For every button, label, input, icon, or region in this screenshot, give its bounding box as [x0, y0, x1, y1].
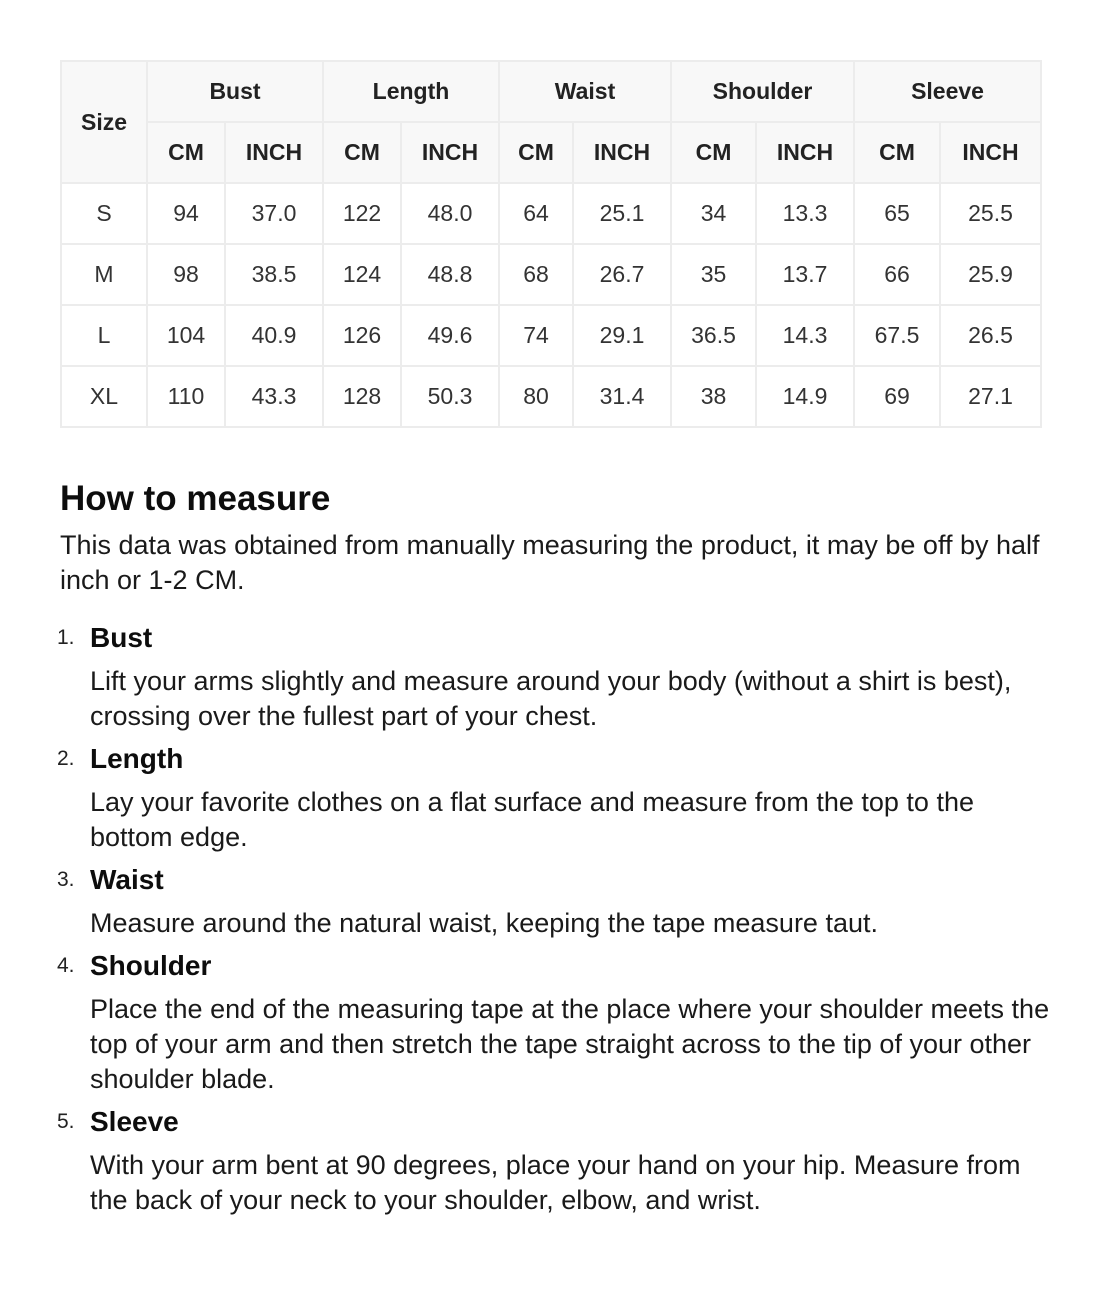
step-title-waist: Waist — [90, 864, 164, 895]
size-chart-table — [60, 60, 1042, 428]
table-cell: 66 — [854, 244, 940, 305]
table-cell: 40.9 — [225, 305, 323, 366]
table-cell: 110 — [147, 366, 225, 427]
table-cell: 43.3 — [225, 366, 323, 427]
step-title-shoulder: Shoulder — [90, 950, 212, 981]
step-description: With your arm bent at 90 degrees, place your hand on your hip. Measure from the back of your neck to your shoulder, elbow, and wrist. — [90, 1150, 1021, 1215]
table-cell: 126 — [323, 305, 401, 366]
table-cell: 35 — [671, 244, 756, 305]
unit-header: CM — [147, 122, 225, 183]
table-cell: 69 — [854, 366, 940, 427]
table-cell: 67.5 — [854, 305, 940, 366]
unit-header: INCH — [940, 122, 1041, 183]
table-cell: 26.5 — [940, 305, 1041, 366]
table-cell: 13.3 — [756, 183, 854, 244]
table-header-row-groups — [61, 61, 1041, 122]
list-item — [57, 862, 1050, 941]
table-cell: 122 — [323, 183, 401, 244]
list-item — [57, 620, 1050, 734]
size-cell: S — [61, 183, 147, 244]
unit-header: INCH — [756, 122, 854, 183]
table-cell: 68 — [499, 244, 573, 305]
table-cell: 13.7 — [756, 244, 854, 305]
step-description: Lay your favorite clothes on a flat surface and measure from the top to the bottom edge. — [90, 787, 974, 852]
size-cell: XL — [61, 366, 147, 427]
unit-header: CM — [499, 122, 573, 183]
table-cell: 104 — [147, 305, 225, 366]
step-number: 3. — [57, 868, 75, 891]
step-description: Measure around the natural waist, keeping the tape measure taut. — [90, 908, 878, 938]
table-cell: 31.4 — [573, 366, 671, 427]
step-title-length: Length — [90, 743, 184, 774]
unit-header: INCH — [225, 122, 323, 183]
unit-header: CM — [323, 122, 401, 183]
group-header-sleeve: Sleeve — [854, 61, 1041, 122]
step-number: 2. — [57, 747, 75, 770]
list-item — [57, 1104, 1050, 1218]
table-row — [61, 244, 1041, 305]
unit-header: CM — [671, 122, 756, 183]
unit-header: INCH — [573, 122, 671, 183]
step-description: Place the end of the measuring tape at the place where your shoulder meets the top of your arm and then stretch the tape straight across to the tip of your other shoulder blade. — [90, 994, 1050, 1094]
table-cell: 50.3 — [401, 366, 499, 427]
step-description: Lift your arms slightly and measure around your body (without a shirt is best), crossing over the fullest part of your chest. — [90, 666, 1012, 731]
table-row — [61, 305, 1041, 366]
list-item — [57, 741, 1050, 855]
table-cell: 26.7 — [573, 244, 671, 305]
table-cell: 36.5 — [671, 305, 756, 366]
step-number: 1. — [57, 626, 75, 649]
table-cell: 124 — [323, 244, 401, 305]
table-cell: 29.1 — [573, 305, 671, 366]
step-number: 4. — [57, 954, 75, 977]
table-cell: 80 — [499, 366, 573, 427]
table-cell: 48.8 — [401, 244, 499, 305]
table-cell: 38 — [671, 366, 756, 427]
table-cell: 49.6 — [401, 305, 499, 366]
group-header-waist: Waist — [499, 61, 671, 122]
list-item — [57, 948, 1050, 1097]
table-header-row-units — [61, 122, 1041, 183]
unit-header: INCH — [401, 122, 499, 183]
table-row — [61, 183, 1041, 244]
table-cell: 128 — [323, 366, 401, 427]
how-to-measure-section — [57, 478, 1050, 1225]
group-header-shoulder: Shoulder — [671, 61, 854, 122]
table-cell: 14.3 — [756, 305, 854, 366]
step-number: 5. — [57, 1110, 75, 1133]
step-title-bust: Bust — [90, 622, 153, 653]
step-title-sleeve: Sleeve — [90, 1106, 179, 1137]
size-cell: L — [61, 305, 147, 366]
intro-paragraph: This data was obtained from manually measuring the product, it may be off by half inch or 1-2 CM. — [60, 530, 1040, 595]
table-cell: 34 — [671, 183, 756, 244]
table-cell: 74 — [499, 305, 573, 366]
table-cell: 25.5 — [940, 183, 1041, 244]
size-column-header: Size — [61, 61, 147, 183]
table-cell: 14.9 — [756, 366, 854, 427]
table-cell: 38.5 — [225, 244, 323, 305]
size-cell: M — [61, 244, 147, 305]
table-cell: 37.0 — [225, 183, 323, 244]
table-row — [61, 366, 1041, 427]
table-cell: 25.1 — [573, 183, 671, 244]
table-cell: 65 — [854, 183, 940, 244]
group-header-length: Length — [323, 61, 499, 122]
measure-steps-list — [57, 620, 1050, 1218]
table-cell: 27.1 — [940, 366, 1041, 427]
table-cell: 64 — [499, 183, 573, 244]
unit-header: CM — [854, 122, 940, 183]
table-cell: 48.0 — [401, 183, 499, 244]
table-cell: 98 — [147, 244, 225, 305]
group-header-bust: Bust — [147, 61, 323, 122]
section-title: How to measure — [60, 479, 331, 518]
table-cell: 94 — [147, 183, 225, 244]
table-cell: 25.9 — [940, 244, 1041, 305]
